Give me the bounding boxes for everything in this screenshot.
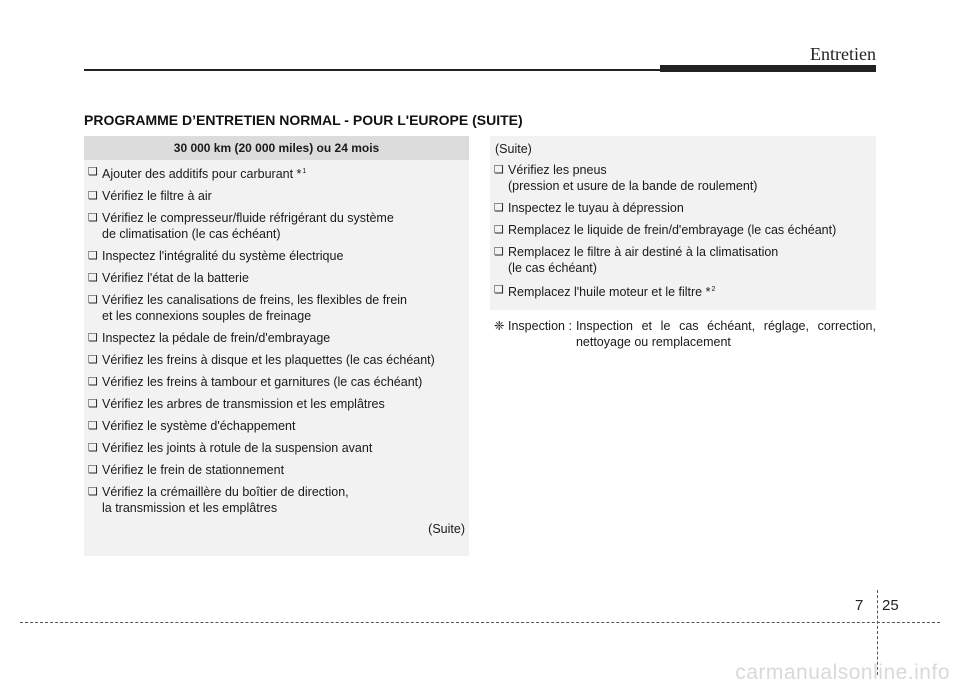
checklist-item: [88, 352, 463, 368]
checkbox-icon: ❑: [88, 250, 98, 262]
checkbox-icon: ❑: [88, 166, 98, 178]
item-label: Vérifiez les joints à rotule de la suspension avant: [102, 441, 373, 455]
footer-dashed-rule: [20, 622, 940, 623]
checklist-item: [88, 292, 463, 324]
checklist-item: [494, 200, 872, 216]
maintenance-panel-right: [490, 136, 876, 310]
item-label: Vérifiez les canalisations de freins, les flexibles de frein et les connexions souples de freinage: [102, 293, 408, 323]
checklist-item-text: [102, 374, 463, 390]
checklist-item-text: [508, 200, 872, 216]
checklist-item-text: [102, 248, 463, 264]
checklist-item-text: [102, 484, 463, 516]
checkbox-icon: ❑: [88, 294, 98, 306]
checklist-item: [88, 270, 463, 286]
item-label: Vérifiez la crémaillère du boîtier de direction, la transmission et les emplâtres: [102, 485, 349, 515]
checkbox-icon: ❑: [88, 332, 98, 344]
header-rule-thick: [660, 65, 876, 72]
checklist-item-text: [102, 292, 463, 324]
item-label: Inspectez la pédale de frein/d'embrayage: [102, 331, 331, 345]
checkbox-icon: ❑: [88, 420, 98, 432]
section-title: PROGRAMME D’ENTRETIEN NORMAL - POUR L'EUROPE (SUITE): [84, 112, 523, 128]
page-number: 25: [882, 597, 899, 614]
item-label: Inspectez l'intégralité du système électrique: [102, 249, 344, 263]
checklist-item: [88, 164, 463, 182]
item-label: Vérifiez l'état de la batterie: [102, 271, 249, 285]
item-label: Vérifiez les pneus (pression et usure de la bande de roulement): [508, 163, 758, 193]
checkbox-icon: ❑: [88, 464, 98, 476]
suite-label-left: (Suite): [428, 522, 465, 536]
checkbox-icon: ❑: [88, 272, 98, 284]
footnote-marker: 2: [711, 286, 716, 293]
checkbox-icon: ❑: [494, 164, 504, 176]
item-label: Vérifiez les arbres de transmission et les emplâtres: [102, 397, 385, 411]
checklist-item: [88, 484, 463, 516]
interval-heading: 30 000 km (20 000 miles) ou 24 mois: [84, 136, 469, 160]
checklist-left: [84, 160, 469, 516]
checklist-item: [88, 440, 463, 456]
checklist-item-text: [508, 244, 872, 276]
checkbox-icon: ❑: [88, 212, 98, 224]
checklist-item-text: [508, 222, 872, 238]
checklist-item: [88, 248, 463, 264]
checklist-right: [490, 162, 876, 300]
item-label: Vérifiez les freins à disque et les plaquettes (le cas échéant): [102, 353, 435, 367]
item-label: Remplacez le liquide de frein/d'embrayage (le cas échéant): [508, 223, 837, 237]
checklist-item: [494, 282, 872, 300]
item-label: Ajouter des additifs pour carburant *: [102, 167, 302, 181]
checklist-item-text: [102, 352, 463, 368]
footnote-marker: 1: [302, 168, 307, 175]
checklist-item-text: [508, 162, 872, 194]
checkbox-icon: ❑: [88, 190, 98, 202]
checkbox-icon: ❑: [494, 284, 504, 296]
watermark: carmanualsonline.info: [735, 661, 950, 684]
checkbox-icon: ❑: [88, 354, 98, 366]
item-label: Inspectez le tuyau à dépression: [508, 201, 684, 215]
checklist-item: [88, 210, 463, 242]
note-term: Inspection :: [508, 319, 572, 333]
checkbox-icon: ❑: [88, 376, 98, 388]
checklist-item-text: [102, 462, 463, 478]
checklist-item: [88, 396, 463, 412]
item-label: Remplacez l'huile moteur et le filtre *: [508, 285, 711, 299]
checkbox-icon: ❑: [494, 246, 504, 258]
checklist-item-text: [102, 210, 463, 242]
checklist-item: [494, 162, 872, 194]
checklist-item: [88, 188, 463, 204]
checklist-item-text: [102, 164, 463, 182]
checkbox-icon: ❑: [494, 202, 504, 214]
item-label: Vérifiez le frein de stationnement: [102, 463, 285, 477]
item-label: Vérifiez le compresseur/fluide réfrigérant du système de climatisation (le cas échéant): [102, 211, 394, 241]
item-label: Vérifiez le filtre à air: [102, 189, 212, 203]
chapter-title: Entretien: [810, 44, 876, 64]
checklist-item: [88, 418, 463, 434]
note-asterism-icon: ❈: [494, 319, 505, 333]
checkbox-icon: ❑: [88, 398, 98, 410]
item-label: Vérifiez les freins à tambour et garnitures (le cas échéant): [102, 375, 423, 389]
checkbox-icon: ❑: [494, 224, 504, 236]
checklist-item-text: [102, 440, 463, 456]
checklist-item: [494, 244, 872, 276]
note-definition: Inspection et le cas échéant, réglage, correction, nettoyage ou remplacement: [575, 319, 876, 349]
checklist-item-text: [102, 188, 463, 204]
page-chapter-number: 7: [855, 597, 864, 614]
checkbox-icon: ❑: [88, 486, 98, 498]
checklist-item-text: [508, 282, 872, 300]
checklist-item-text: [102, 396, 463, 412]
checklist-item-text: [102, 270, 463, 286]
checklist-item-text: [102, 330, 463, 346]
inspection-note: [494, 318, 876, 350]
checklist-item: [88, 374, 463, 390]
checklist-item: [494, 222, 872, 238]
checklist-item: [88, 462, 463, 478]
item-label: Remplacez le filtre à air destiné à la climatisation (le cas échéant): [508, 245, 779, 275]
checkbox-icon: ❑: [88, 442, 98, 454]
checklist-item: [88, 330, 463, 346]
header-rule-thin: [84, 69, 660, 71]
item-label: Vérifiez le système d'échappement: [102, 419, 296, 433]
maintenance-panel-left: [84, 136, 469, 556]
checklist-item-text: [102, 418, 463, 434]
suite-label-right: (Suite): [495, 142, 532, 156]
